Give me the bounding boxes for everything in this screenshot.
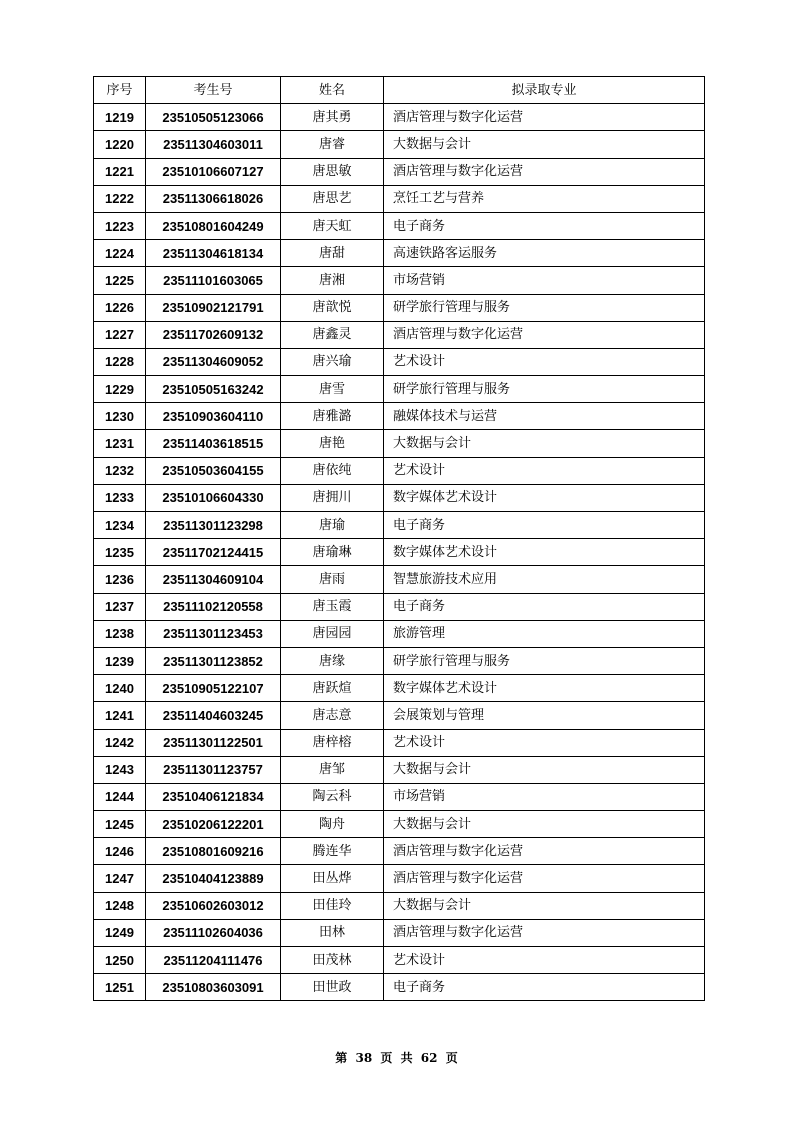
cell-exam-id: 23510406121834 xyxy=(146,783,281,810)
cell-major: 数字媒体艺术设计 xyxy=(384,484,705,511)
cell-name: 陶云科 xyxy=(281,783,384,810)
table-row xyxy=(94,539,705,566)
cell-major: 艺术设计 xyxy=(384,348,705,375)
cell-exam-id: 23511102120558 xyxy=(146,593,281,620)
cell-exam-id: 23511702609132 xyxy=(146,321,281,348)
cell-name: 唐兴瑜 xyxy=(281,348,384,375)
cell-no: 1239 xyxy=(94,647,146,674)
cell-major: 大数据与会计 xyxy=(384,430,705,457)
cell-exam-id: 23510503604155 xyxy=(146,457,281,484)
table-row xyxy=(94,348,705,375)
cell-major: 研学旅行管理与服务 xyxy=(384,376,705,403)
cell-exam-id: 23510602603012 xyxy=(146,892,281,919)
cell-name: 唐歆悦 xyxy=(281,294,384,321)
cell-exam-id: 23511702124415 xyxy=(146,539,281,566)
cell-major: 酒店管理与数字化运营 xyxy=(384,865,705,892)
header-major: 拟录取专业 xyxy=(384,77,705,104)
table-row xyxy=(94,240,705,267)
cell-major: 市场营销 xyxy=(384,267,705,294)
cell-major: 电子商务 xyxy=(384,974,705,1001)
cell-name: 唐雨 xyxy=(281,566,384,593)
cell-name: 唐拥川 xyxy=(281,484,384,511)
table-row xyxy=(94,947,705,974)
cell-no: 1238 xyxy=(94,620,146,647)
cell-major: 艺术设计 xyxy=(384,457,705,484)
footer-page-word: 页 xyxy=(380,1051,393,1065)
cell-major: 研学旅行管理与服务 xyxy=(384,294,705,321)
table-row xyxy=(94,593,705,620)
cell-exam-id: 23510106604330 xyxy=(146,484,281,511)
cell-major: 酒店管理与数字化运营 xyxy=(384,838,705,865)
cell-name: 唐缘 xyxy=(281,647,384,674)
table-row xyxy=(94,457,705,484)
cell-exam-id: 23510903604110 xyxy=(146,403,281,430)
table-row xyxy=(94,185,705,212)
cell-no: 1219 xyxy=(94,104,146,131)
cell-no: 1232 xyxy=(94,457,146,484)
cell-no: 1221 xyxy=(94,158,146,185)
cell-exam-id: 23510106607127 xyxy=(146,158,281,185)
cell-name: 唐艳 xyxy=(281,430,384,457)
cell-no: 1248 xyxy=(94,892,146,919)
cell-no: 1251 xyxy=(94,974,146,1001)
cell-name: 唐天虹 xyxy=(281,212,384,239)
cell-exam-id: 23510902121791 xyxy=(146,294,281,321)
cell-name: 腾连华 xyxy=(281,838,384,865)
cell-name: 唐甜 xyxy=(281,240,384,267)
cell-exam-id: 23510505123066 xyxy=(146,104,281,131)
table-row xyxy=(94,647,705,674)
cell-name: 唐雪 xyxy=(281,376,384,403)
cell-major: 酒店管理与数字化运营 xyxy=(384,104,705,131)
cell-exam-id: 23510801609216 xyxy=(146,838,281,865)
cell-exam-id: 23511102604036 xyxy=(146,919,281,946)
cell-name: 唐睿 xyxy=(281,131,384,158)
cell-name: 田丛烨 xyxy=(281,865,384,892)
cell-exam-id: 23510206122201 xyxy=(146,811,281,838)
cell-no: 1241 xyxy=(94,702,146,729)
table-row xyxy=(94,811,705,838)
cell-no: 1226 xyxy=(94,294,146,321)
table-row xyxy=(94,294,705,321)
table-row xyxy=(94,865,705,892)
cell-name: 唐跃煊 xyxy=(281,675,384,702)
cell-no: 1236 xyxy=(94,566,146,593)
table-body xyxy=(94,104,705,1001)
cell-exam-id: 23511101603065 xyxy=(146,267,281,294)
footer-current-page: 38 xyxy=(355,1051,373,1065)
cell-no: 1230 xyxy=(94,403,146,430)
cell-name: 陶舟 xyxy=(281,811,384,838)
cell-name: 田佳玲 xyxy=(281,892,384,919)
cell-exam-id: 23511301123852 xyxy=(146,647,281,674)
cell-name: 田世政 xyxy=(281,974,384,1001)
cell-no: 1229 xyxy=(94,376,146,403)
cell-exam-id: 23511304609052 xyxy=(146,348,281,375)
cell-major: 高速铁路客运服务 xyxy=(384,240,705,267)
cell-major: 艺术设计 xyxy=(384,947,705,974)
cell-name: 唐邹 xyxy=(281,756,384,783)
cell-major: 智慧旅游技术应用 xyxy=(384,566,705,593)
footer-suffix: 页 xyxy=(445,1051,458,1065)
cell-exam-id: 23511301123757 xyxy=(146,756,281,783)
cell-no: 1223 xyxy=(94,212,146,239)
cell-no: 1249 xyxy=(94,919,146,946)
cell-major: 电子商务 xyxy=(384,212,705,239)
cell-name: 唐雅潞 xyxy=(281,403,384,430)
cell-major: 大数据与会计 xyxy=(384,811,705,838)
cell-major: 酒店管理与数字化运营 xyxy=(384,321,705,348)
table-row xyxy=(94,566,705,593)
cell-no: 1245 xyxy=(94,811,146,838)
footer-prefix: 第 xyxy=(335,1051,348,1065)
cell-no: 1243 xyxy=(94,756,146,783)
cell-major: 数字媒体艺术设计 xyxy=(384,675,705,702)
cell-major: 旅游管理 xyxy=(384,620,705,647)
table-row xyxy=(94,212,705,239)
cell-no: 1228 xyxy=(94,348,146,375)
cell-name: 唐园园 xyxy=(281,620,384,647)
cell-exam-id: 23510404123889 xyxy=(146,865,281,892)
table-row xyxy=(94,702,705,729)
cell-major: 大数据与会计 xyxy=(384,892,705,919)
cell-name: 田茂林 xyxy=(281,947,384,974)
cell-no: 1247 xyxy=(94,865,146,892)
cell-no: 1233 xyxy=(94,484,146,511)
table-row xyxy=(94,267,705,294)
cell-major: 会展策划与管理 xyxy=(384,702,705,729)
cell-exam-id: 23511204111476 xyxy=(146,947,281,974)
cell-major: 酒店管理与数字化运营 xyxy=(384,919,705,946)
cell-exam-id: 23510803603091 xyxy=(146,974,281,1001)
cell-no: 1222 xyxy=(94,185,146,212)
cell-major: 大数据与会计 xyxy=(384,131,705,158)
table-row xyxy=(94,321,705,348)
cell-major: 酒店管理与数字化运营 xyxy=(384,158,705,185)
cell-exam-id: 23511301123453 xyxy=(146,620,281,647)
table-row xyxy=(94,675,705,702)
cell-name: 唐思艺 xyxy=(281,185,384,212)
cell-no: 1220 xyxy=(94,131,146,158)
table-row xyxy=(94,430,705,457)
cell-no: 1250 xyxy=(94,947,146,974)
table-row xyxy=(94,756,705,783)
cell-major: 大数据与会计 xyxy=(384,756,705,783)
cell-no: 1225 xyxy=(94,267,146,294)
cell-no: 1244 xyxy=(94,783,146,810)
header-exam-id: 考生号 xyxy=(146,77,281,104)
cell-exam-id: 23510801604249 xyxy=(146,212,281,239)
table-row xyxy=(94,104,705,131)
cell-name: 唐梓榕 xyxy=(281,729,384,756)
admission-table xyxy=(93,76,705,1001)
table-row xyxy=(94,158,705,185)
cell-exam-id: 23511304603011 xyxy=(146,131,281,158)
footer-total-word: 共 xyxy=(400,1051,413,1065)
cell-name: 田林 xyxy=(281,919,384,946)
cell-exam-id: 23510505163242 xyxy=(146,376,281,403)
cell-major: 研学旅行管理与服务 xyxy=(384,647,705,674)
cell-exam-id: 23511304609104 xyxy=(146,566,281,593)
cell-name: 唐思敏 xyxy=(281,158,384,185)
table-row xyxy=(94,783,705,810)
table-row xyxy=(94,892,705,919)
cell-exam-id: 23511306618026 xyxy=(146,185,281,212)
cell-name: 唐湘 xyxy=(281,267,384,294)
cell-no: 1240 xyxy=(94,675,146,702)
cell-no: 1224 xyxy=(94,240,146,267)
table-row xyxy=(94,131,705,158)
cell-name: 唐玉霞 xyxy=(281,593,384,620)
cell-major: 烹饪工艺与营养 xyxy=(384,185,705,212)
cell-no: 1227 xyxy=(94,321,146,348)
header-no: 序号 xyxy=(94,77,146,104)
cell-exam-id: 23511301123298 xyxy=(146,512,281,539)
cell-major: 艺术设计 xyxy=(384,729,705,756)
cell-exam-id: 23510905122107 xyxy=(146,675,281,702)
cell-no: 1231 xyxy=(94,430,146,457)
cell-name: 唐瑜 xyxy=(281,512,384,539)
cell-name: 唐鑫灵 xyxy=(281,321,384,348)
table-row xyxy=(94,838,705,865)
table-row xyxy=(94,729,705,756)
table-row xyxy=(94,512,705,539)
cell-no: 1237 xyxy=(94,593,146,620)
table-row xyxy=(94,484,705,511)
cell-no: 1234 xyxy=(94,512,146,539)
cell-no: 1235 xyxy=(94,539,146,566)
header-name: 姓名 xyxy=(281,77,384,104)
page-footer xyxy=(0,1049,793,1066)
cell-exam-id: 23511301122501 xyxy=(146,729,281,756)
cell-name: 唐依纯 xyxy=(281,457,384,484)
cell-major: 数字媒体艺术设计 xyxy=(384,539,705,566)
cell-major: 电子商务 xyxy=(384,593,705,620)
cell-major: 市场营销 xyxy=(384,783,705,810)
table-row xyxy=(94,919,705,946)
cell-no: 1242 xyxy=(94,729,146,756)
cell-major: 融媒体技术与运营 xyxy=(384,403,705,430)
cell-major: 电子商务 xyxy=(384,512,705,539)
table-header-row xyxy=(94,77,705,104)
cell-name: 唐瑜琳 xyxy=(281,539,384,566)
table-row xyxy=(94,620,705,647)
cell-exam-id: 23511403618515 xyxy=(146,430,281,457)
footer-total-pages: 62 xyxy=(420,1051,438,1065)
cell-exam-id: 23511404603245 xyxy=(146,702,281,729)
table-row xyxy=(94,403,705,430)
cell-no: 1246 xyxy=(94,838,146,865)
cell-name: 唐其勇 xyxy=(281,104,384,131)
cell-exam-id: 23511304618134 xyxy=(146,240,281,267)
cell-name: 唐志意 xyxy=(281,702,384,729)
table-row xyxy=(94,376,705,403)
table-row xyxy=(94,974,705,1001)
